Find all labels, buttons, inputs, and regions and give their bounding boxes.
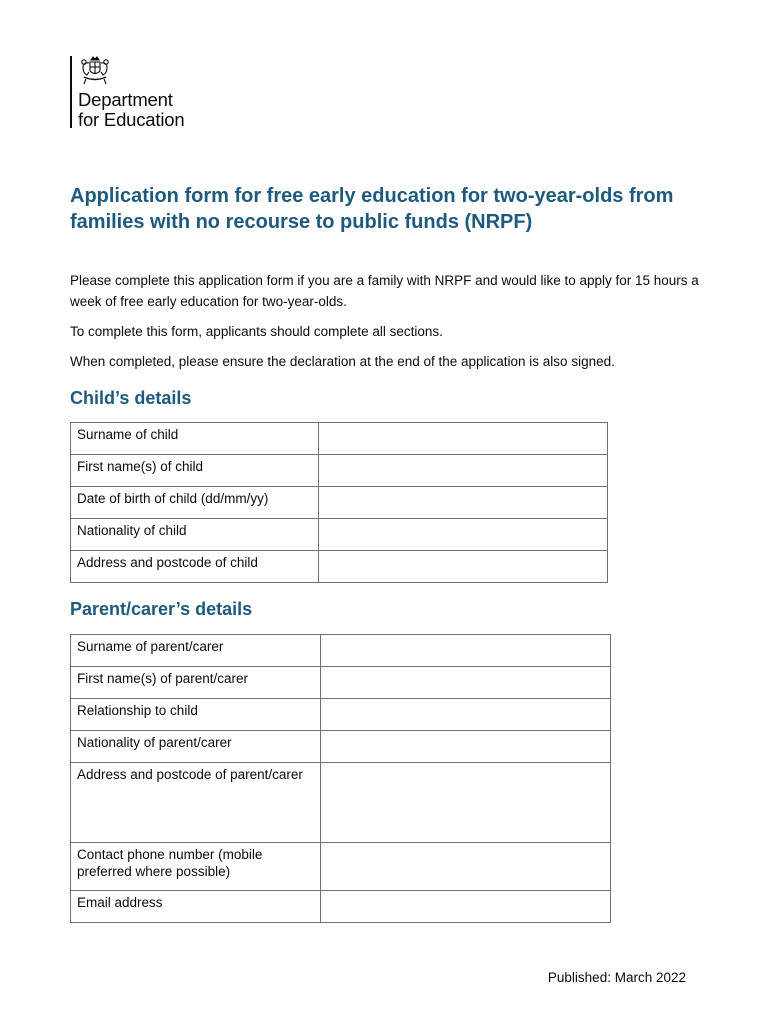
child-dob-field[interactable]	[319, 487, 608, 519]
parent-details-table	[70, 634, 611, 923]
logo-divider	[70, 56, 72, 128]
field-label: Address and postcode of parent/carer	[71, 763, 321, 843]
field-label: Surname of parent/carer	[71, 635, 321, 667]
intro-paragraph-1: Please complete this application form if you are a family with NRPF and would like to apply for 15 hours a week of free early education for two-year-olds.	[70, 273, 699, 309]
logo-line-2: for Education	[78, 109, 185, 130]
phone-field[interactable]	[321, 843, 611, 891]
child-surname-field[interactable]	[319, 423, 608, 455]
field-label: Date of birth of child (dd/mm/yy)	[71, 487, 319, 519]
field-label: Address and postcode of child	[71, 551, 319, 583]
child-details-table	[70, 422, 608, 583]
table-row	[71, 487, 608, 519]
logo-line-1: Department	[78, 89, 173, 110]
parent-surname-field[interactable]	[321, 635, 611, 667]
parent-address-field[interactable]	[321, 763, 611, 843]
table-row	[71, 699, 611, 731]
parent-details-heading: Parent/carer’s details	[70, 599, 253, 619]
table-row	[71, 635, 611, 667]
parent-first-names-field[interactable]	[321, 667, 611, 699]
table-row	[71, 455, 608, 487]
field-label: Relationship to child	[71, 699, 321, 731]
published-date: Published: March 2022	[547, 970, 686, 985]
page-title: Application form for free early education for two-year-olds from families with no recourse to public funds (NRPF)	[70, 185, 674, 233]
intro-text	[70, 270, 710, 381]
relationship-field[interactable]	[321, 699, 611, 731]
field-label: Contact phone number (mobile preferred where possible)	[71, 843, 321, 891]
parent-nationality-field[interactable]	[321, 731, 611, 763]
intro-paragraph-3: When completed, please ensure the declaration at the end of the application is also signed.	[70, 354, 615, 369]
intro-paragraph-2: To complete this form, applicants should complete all sections.	[70, 324, 443, 339]
child-address-field[interactable]	[319, 551, 608, 583]
field-label: First name(s) of parent/carer	[71, 667, 321, 699]
child-details-heading: Child’s details	[70, 388, 192, 408]
table-row	[71, 519, 608, 551]
table-row	[71, 763, 611, 843]
table-row	[71, 891, 611, 923]
child-nationality-field[interactable]	[319, 519, 608, 551]
dfe-logo	[70, 56, 230, 128]
logo-wordmark	[78, 90, 184, 130]
field-label: Email address	[71, 891, 321, 923]
royal-coat-of-arms-icon	[78, 56, 112, 86]
table-row	[71, 423, 608, 455]
table-row	[71, 551, 608, 583]
field-label: Nationality of child	[71, 519, 319, 551]
table-row	[71, 667, 611, 699]
table-row	[71, 843, 611, 891]
field-label: Nationality of parent/carer	[71, 731, 321, 763]
table-row	[71, 731, 611, 763]
email-field[interactable]	[321, 891, 611, 923]
field-label: Surname of child	[71, 423, 319, 455]
field-label: First name(s) of child	[71, 455, 319, 487]
child-first-names-field[interactable]	[319, 455, 608, 487]
